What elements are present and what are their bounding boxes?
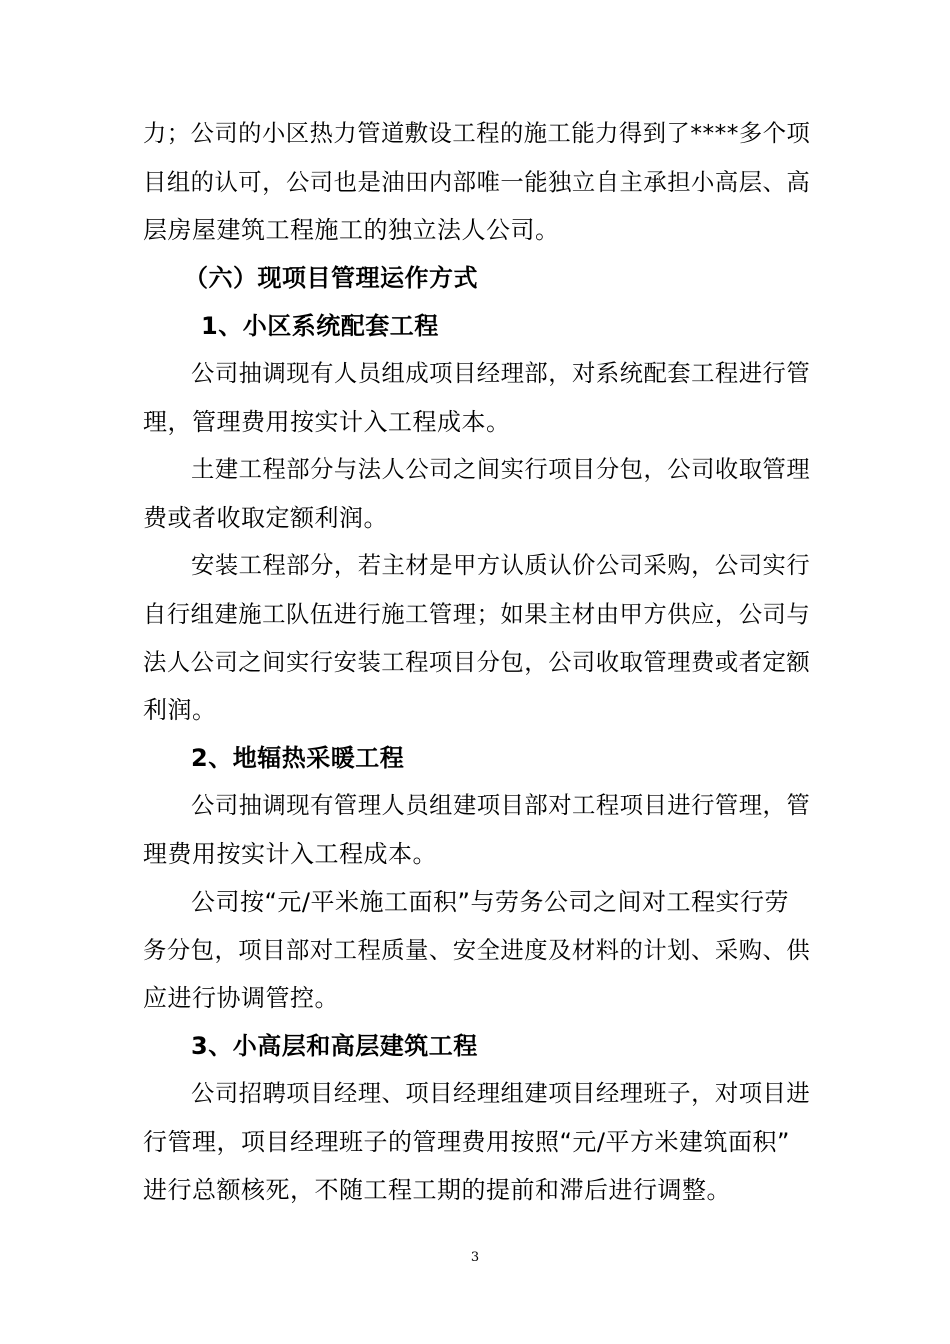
text-line: 利润。 bbox=[143, 696, 217, 724]
text-line: 务分包，项目部对工程质量、安全进度及材料的计划、采购、供 bbox=[143, 936, 811, 964]
text-line: 目组的认可，公司也是油田内部唯一能独立自主承担小高层、高 bbox=[143, 168, 811, 196]
text-line: 公司按“元/平米施工面积”与劳务公司之间对工程实行劳 bbox=[191, 888, 789, 916]
section-heading: （六）现项目管理运作方式 bbox=[184, 264, 478, 292]
text-line: 进行总额核死，不随工程工期的提前和滞后进行调整。 bbox=[143, 1176, 731, 1204]
subsection-heading: 3、小高层和高层建筑工程 bbox=[191, 1032, 478, 1060]
text-line: 层房屋建筑工程施工的独立法人公司。 bbox=[143, 216, 560, 244]
text-line: 费或者收取定额利润。 bbox=[143, 504, 388, 532]
text-line: 理费用按实计入工程成本。 bbox=[143, 840, 437, 868]
text-line: 公司抽调现有人员组成项目经理部，对系统配套工程进行管 bbox=[191, 360, 811, 387]
text-line: 公司抽调现有管理人员组建项目部对工程项目进行管理，管 bbox=[191, 792, 811, 819]
page-number: 3 bbox=[470, 1250, 480, 1265]
text-line: 力；公司的小区热力管道敷设工程的施工能力得到了****多个项 bbox=[143, 120, 811, 147]
text-line: 土建工程部分与法人公司之间实行项目分包，公司收取管理 bbox=[191, 456, 811, 483]
text-line: 公司招聘项目经理、项目经理组建项目经理班子，对项目进 bbox=[191, 1080, 811, 1107]
text-line: 安装工程部分，若主材是甲方认质认价公司采购，公司实行 bbox=[191, 552, 811, 579]
text-line: 行管理，项目经理班子的管理费用按照“元/平方米建筑面积” bbox=[143, 1128, 790, 1156]
text-line: 法人公司之间实行安装工程项目分包，公司收取管理费或者定额 bbox=[143, 648, 811, 676]
text-line: 应进行协调管控。 bbox=[143, 984, 339, 1012]
subsection-heading: 2、地辐热采暖工程 bbox=[191, 744, 405, 772]
text-line: 自行组建施工队伍进行施工管理；如果主材由甲方供应，公司与 bbox=[143, 600, 811, 628]
text-line: 理，管理费用按实计入工程成本。 bbox=[143, 408, 511, 436]
subsection-heading: 1、小区系统配套工程 bbox=[201, 312, 439, 340]
